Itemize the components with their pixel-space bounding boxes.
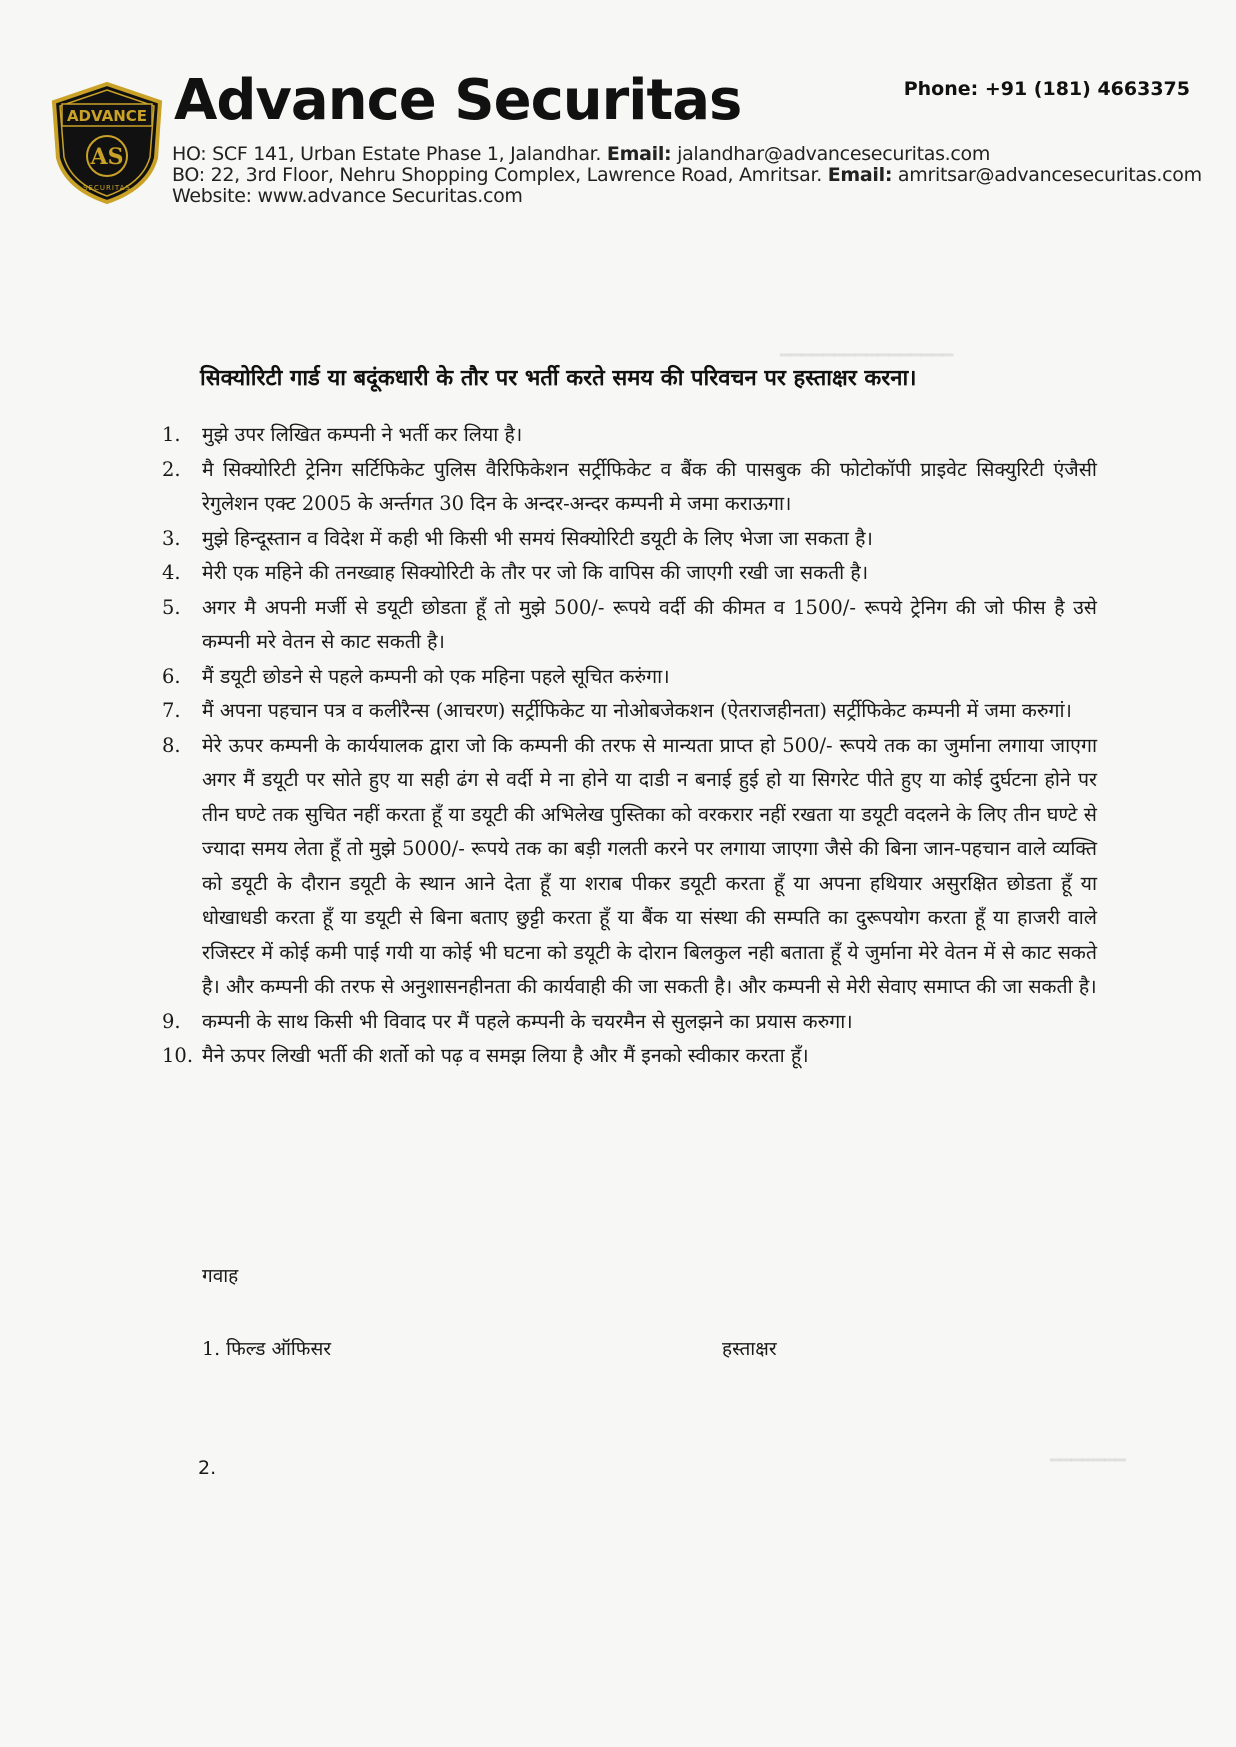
term-text: मैं डयूटी छोडने से पहले कम्पनी को एक महिना पहले सूचित करुंगा। bbox=[202, 664, 670, 688]
term-text: मुझे हिन्दूस्तान व विदेश में कही भी किसी भी समयं सिक्योरिटी डयूटी के लिए भेजा जा सकता है। bbox=[202, 526, 873, 550]
logo-text-bottom: SECURITAS bbox=[83, 184, 131, 192]
term-number: 1. bbox=[162, 423, 181, 446]
term-number: 5. bbox=[162, 595, 181, 619]
logo-text-top: ADVANCE bbox=[66, 107, 148, 125]
terms-list bbox=[162, 418, 1097, 1074]
term-text: कम्पनी के साथ किसी भी विवाद पर मैं पहले कम्पनी के चयरमैन से सुलझने का प्रयास करुगा। bbox=[202, 1009, 853, 1033]
branch-office-address: BO: 22, 3rd Floor, Nehru Shopping Complex, Lawrence Road, Amritsar. bbox=[172, 164, 822, 186]
term-item bbox=[162, 418, 1097, 453]
term-text: मै सिक्योरिटी ट्रेनिग सर्टिफिकेट पुलिस वैरिफिकेशन सर्ट्रीफिकेट व बैंक की पासबुक की फोटोकॉपी प्राइवेट सिक्युरिटी एंजैसी रेगुलेशन एक्ट 2005 के अर्न्तगत 30 दिन के अन्दर-अन्दर कम्पनी मे जमा कराऊगा। bbox=[202, 457, 1097, 515]
term-text: मेरी एक महिने की तनख्वाह सिक्योरिटी के तौर पर जो कि वापिस की जाएगी रखी जा सकती है। bbox=[202, 561, 869, 584]
term-text: अगर मै अपनी मर्जी से डयूटी छोडता हूँ तो मुझे 500/- रूपये वर्दी की कीमत व 1500/- रूपये ट्रेनिग की जो फीस है उसे कम्पनी मरे वेतन से काट सकती है। bbox=[202, 595, 1097, 653]
term-number: 7. bbox=[162, 699, 181, 722]
term-item bbox=[162, 522, 1097, 557]
term-number: 2. bbox=[162, 457, 181, 481]
term-item bbox=[162, 1005, 1097, 1040]
website-line: Website: www.advance Securitas.com bbox=[172, 185, 523, 207]
term-number: 6. bbox=[162, 664, 181, 688]
branch-office-email-label: Email: bbox=[827, 164, 893, 186]
head-office-line bbox=[172, 143, 990, 165]
term-item bbox=[162, 1039, 1097, 1074]
witness-1-field-officer: 1. फिल्ड ऑफिसर bbox=[202, 1338, 332, 1360]
term-text: मैने ऊपर लिखी भर्ती की शर्तो को पढ़ व समझ लिया है और मैं इनको स्वीकार करता हूँ। bbox=[202, 1044, 809, 1067]
term-item bbox=[162, 453, 1097, 522]
witness-label: गवाह bbox=[202, 1265, 239, 1287]
document-title: सिक्योरिटी गार्ड या बदूंकधारी के तौर पर भर्ती करते समय की परिवचन पर हस्ताक्षर करना। bbox=[200, 365, 917, 391]
signature-label: हस्ताक्षर bbox=[722, 1338, 777, 1360]
term-number: 3. bbox=[162, 526, 181, 550]
term-text: मैं अपना पहचान पत्र व कलीरैन्स (आचरण) सर्ट्रीफिकेट या नोओबजेकशन (ऐतराजहीनता) सर्ट्रीफिकेट कम्पनी में जमा करुगां। bbox=[202, 699, 1072, 722]
logo-monogram: AS bbox=[90, 144, 124, 170]
company-name: Advance Securitas bbox=[174, 68, 742, 133]
company-phone: Phone: +91 (181) 4663375 bbox=[903, 78, 1190, 100]
head-office-address: HO: SCF 141, Urban Estate Phase 1, Jalandhar. bbox=[172, 143, 602, 165]
term-item bbox=[162, 729, 1097, 1005]
term-text: मेरे ऊपर कम्पनी के कार्ययालक द्वारा जो कि कम्पनी की तरफ से मान्यता प्राप्त हो 500/- रूपये तक का जुर्माना लगाया जाएगा अगर मैं डयूटी पर सोते हुए या सही ढंग से वर्दी मे ना होने या दाडी न बनाई हुई हो या सिगरेट पीते हुए या कोई दुर्घटना होने पर तीन घण्टे तक सुचित नहीं करता हूँ या डयूटी की अभिलेख पुस्तिका को वरकरार नहीं रखता या डयूटी वदलने के लिए तीन घण्टे से ज्यादा समय लेता हूँ तो मुझे 5000/- रूपये तक का बड़ी गलती करने पर लगाया जाएगा जैसे की बिना जान-पहचान वाले व्यक्ति को डयूटी के दौरान डयूटी के स्थान आने देता हूँ या शराब पीकर डयूटी करता हूँ या अपना हथियार असुरक्षित छोडता हूँ या धोखाधडी करता हूँ या डयूटी से बिना बताए छुट्टी करता हूँ या बैंक या संस्था की सम्पति का दुरूपयोग करता हूँ या हाजरी वाले रजिस्टर में कोई कमी पाई गयी या कोई भी घटना को डयूटी के दोरान बिलकुल नही बताता हूँ ये जुर्माना मेरे वेतन में से काट सकते है। और कम्पनी की तरफ से अनुशासनहीनता की कार्यवाही की जा सकती है। और कम्पनी से मेरी सेवाए समाप्त की जा सकती है। bbox=[202, 733, 1097, 998]
head-office-email-label: Email: bbox=[606, 143, 672, 165]
head-office-email: jalandhar@advancesecuritas.com bbox=[677, 143, 991, 165]
bleed-through-decoration: ━━━━━━━ bbox=[1050, 1450, 1126, 1471]
witness-2: 2. bbox=[198, 1457, 217, 1479]
term-number: 9. bbox=[162, 1009, 181, 1033]
bleed-through-decoration: ━━━━━━━━━━━━━━━━ bbox=[780, 345, 954, 366]
signature-row bbox=[202, 1335, 902, 1361]
term-item bbox=[162, 556, 1097, 591]
branch-office-email: amritsar@advancesecuritas.com bbox=[897, 164, 1202, 186]
term-text: मुझे उपर लिखित कम्पनी ने भर्ती कर लिया है। bbox=[202, 423, 523, 446]
term-number: 8. bbox=[162, 733, 181, 757]
term-number: 4. bbox=[162, 561, 181, 584]
term-item bbox=[162, 660, 1097, 695]
branch-office-line bbox=[172, 164, 1202, 186]
term-item bbox=[162, 694, 1097, 729]
term-number: 10. bbox=[162, 1044, 194, 1067]
company-logo-shield bbox=[48, 80, 166, 206]
term-item bbox=[162, 591, 1097, 660]
